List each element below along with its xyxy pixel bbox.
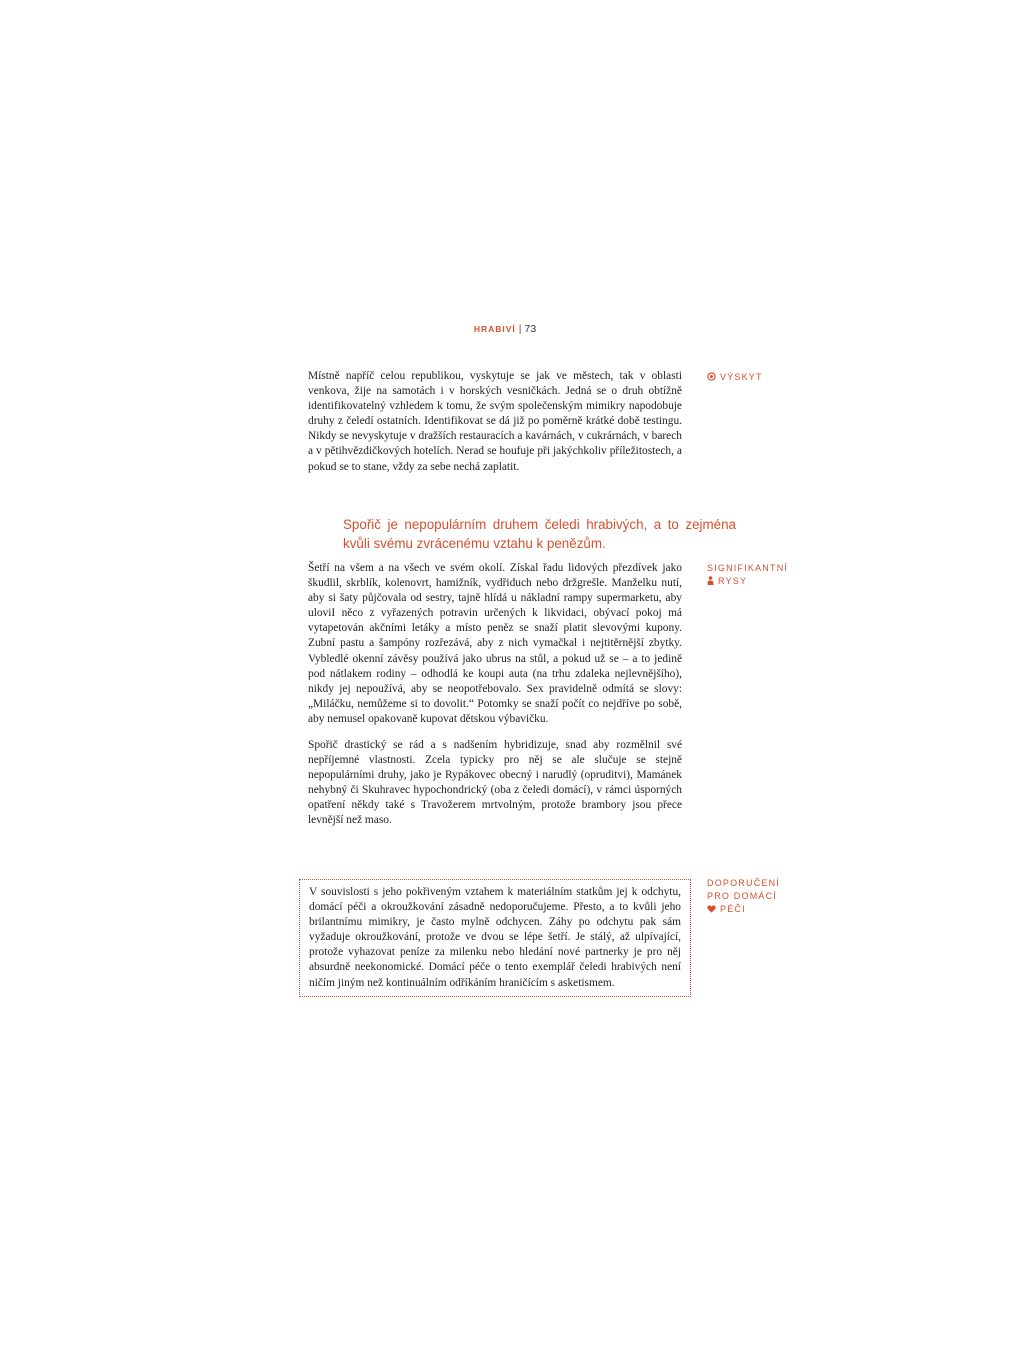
header-section-title: HRABIVÍ	[473, 324, 516, 334]
header-separator: |	[518, 323, 522, 335]
rysy-paragraph-2: Spořič drastický se rád a s nadšením hybridizuje, snad aby rozmělnil své nepříjemné vlastnosti. Zcela typicky pro něj se ale slučuje se stejně nepopulárními druhy, jako je Rypákovec obecný i narudlý (opruditvi), Mamánek nehybný či Skuhravec hypochondrický (oba z čeledi domácí), v rámci úsporných opatření někdy také s Travožerem mrtvolným, protože brambory jsou přece levnější než maso.	[308, 739, 682, 827]
sidenote-pece-label-line2: PRO DOMÁCÍ	[707, 891, 778, 901]
sidenote-pece-label-line1: DOPORUČENÍ	[707, 878, 781, 888]
sidenote-vyskyt-label: VÝSKYT	[720, 372, 763, 382]
target-icon	[707, 372, 716, 381]
vyskyt-paragraph: Místně napříč celou republikou, vyskytuje se jak ve městech, tak v oblasti venkova, žije na samotách i v horských vesničkách. Jedná se o druh obtížně identifikovatelný vzhledem k tomu, že svým společenským mimikry napodobuje druhy z čeledí ostatních. Identifikovat se dá již po poměrně krátké době testingu. Nikdy se nevyskytuje v dražších restauracích a kavárnách, v cukrárnách, v barech a v pětihvězdičkových hotelích. Nerad se houfuje při jakýchkoliv příležitostech, a pokud se to stane, vždy za sebe nechá zaplatit.	[308, 370, 682, 473]
pull-quote: Spořič je nepopulárním druhem čeledi hrabivých, a to zejména kvůli svému zvrácenému vztahu k penězům.	[343, 517, 736, 551]
page-number: 73	[524, 323, 537, 335]
sidenote-rysy	[707, 562, 788, 588]
care-paragraph: V souvislosti s jeho pokřiveným vztahem k materiálním statkům jej k odchytu, domácí péči a okroužkování zásadně nedoporučujeme. Přesto, a to kvůli jeho brilantnímu mimikry, je často mylně odchycen. Záhy po odchytu pak sám vyžaduje okroužkování, protože ve dvou se lépe šetří. Je stálý, až ulpívající, protože vyhazovat peníze za milenku nebo hledání nové partnerky je pro něj absurdně neekonomické. Domácí péče o tento exemplář čeledi hrabivých není ničím jiným než kontinuálním odříkáním hraničícím s asketismem.	[309, 886, 681, 989]
person-icon	[707, 576, 714, 585]
heart-icon	[707, 905, 716, 913]
running-header	[0, 323, 1010, 335]
sidenote-rysy-label-line2: RYSY	[718, 576, 748, 586]
care-recommendation-box	[299, 879, 691, 997]
sidenote-vyskyt	[707, 371, 763, 384]
sidenote-pece-label-line3: PÉČI	[720, 904, 746, 914]
sidenote-rysy-label-line1: SIGNIFIKANTNÍ	[707, 563, 789, 573]
rysy-paragraph-1: Šetří na všem a na všech ve svém okolí. Získal řadu lidových přezdívek jako škudlil, skrblík, kolenovrt, hamižník, vydřiduch nebo držgrešle. Manželku nutí, aby si šaty půjčovala od sestry, tajně hlídá u nákladní rampy supermarketu, aby uloviI něco z vyřazených potravin určených k likvidaci, obývací pokoj má vytapetován akčními letáky a místo peněz se snaží platit slevovými kupony. Zubní pastu a šampóny rozřezává, aby z nich vymačkal i nejtitěrnější zbytky. Vybledlé okenní závěsy používá jako ubrus na stůl, a pokud už se – a to jedině pod nátlakem rodiny – odhodlá ke koupi auta (na trhu zdaleka nejlevnějšího), nikdy jej nepoužívá, aby se neopotřebovalo. Sex pravidelně odmítá se slovy: „Miláčku, nemůžeme si to dovolit.“ Potomky se snaží počít co nejdříve po sobě, aby nemusel opakovaně kupovat dětskou výbavičku.	[308, 562, 682, 725]
sidenote-pece	[707, 877, 780, 916]
